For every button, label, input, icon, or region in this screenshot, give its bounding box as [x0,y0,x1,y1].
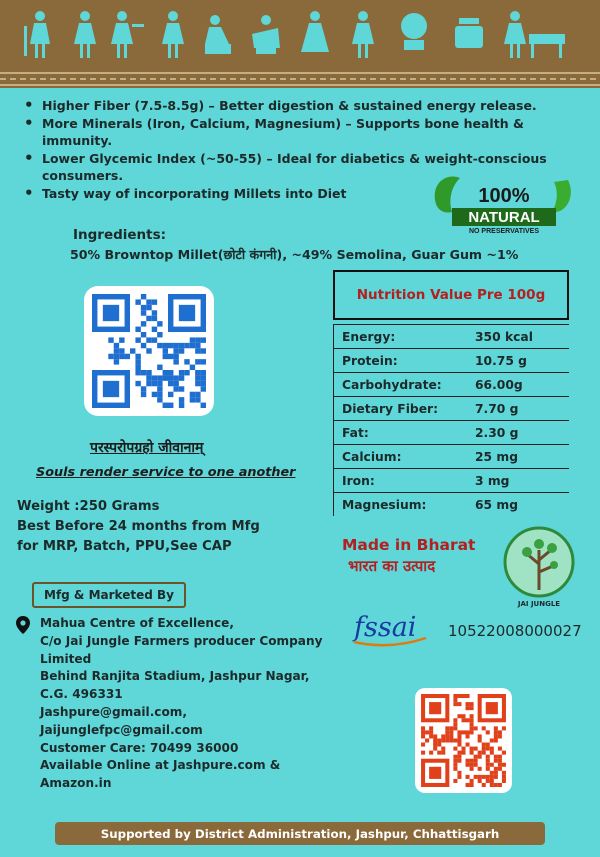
fssai-text: fssai [354,612,417,643]
natural-badge [430,170,575,236]
fssai-license-number: 10522008000027 [448,622,582,640]
address-line: Available Online at Jashpure.com & [40,758,281,773]
benefit-item: • Higher Fiber (7.5-8.5g) – Better digestion & sustained energy release. [22,97,582,114]
badge-word: NATURAL [468,209,540,226]
jai-jungle-logo [497,520,582,608]
nutrition-value: 350 kcal [475,329,533,344]
badge-percent: 100% [478,185,530,207]
address-line: C/o Jai Jungle Farmers producer Company [40,633,323,648]
benefit-item: • More Minerals (Iron, Calcium, Magnesium) – Supports bone health & immunity. [22,115,582,149]
ingredients-text: 50% Browntop Millet(छोटी कंगनी), ~49% Semolina, Guar Gum ~1% [70,247,519,262]
footer-text: Supported by District Administration, Jashpur, Chhattisgarh [55,822,545,845]
ingredients-title: Ingredients: [73,227,167,243]
address-line: Amazon.in [40,776,112,791]
nutrition-label: Iron: [342,473,375,488]
address-line: Jashpure@gmail.com, [40,704,187,719]
nutrition-label: Dietary Fiber: [342,401,439,416]
decorative-border-strip [0,70,600,88]
nutrition-row [333,444,569,468]
nutrition-row [333,348,569,372]
nutrition-value: 65 mg [475,497,519,512]
nutrition-row [333,372,569,396]
address-line: Mahua Centre of Excellence, [40,616,234,630]
nutrition-value: 66.00g [475,377,523,392]
location-pin-icon [16,616,30,634]
nutrition-label: Fat: [342,425,369,440]
product-info [17,497,260,557]
nutrition-value: 7.70 g [475,401,519,416]
motto-translation: Souls render service to one another [36,465,296,480]
nutrition-row [333,492,569,516]
address-line: Limited [40,651,92,666]
nutrition-label: Carbohydrate: [342,377,442,392]
made-in-bharat [342,536,475,576]
nutrition-row [333,468,569,492]
nutrition-value: 25 mg [475,449,519,464]
fssai-logo [350,608,432,650]
badge-sub: NO PRESERVATIVES [468,228,540,235]
address-line: Jaijunglefpc@gmail.com [40,722,203,737]
nutrition-label: Calcium: [342,449,402,464]
sanskrit-motto: परस्परोपग्रहो जीवानाम् [90,440,204,456]
nutrition-value: 2.30 g [475,425,519,440]
made-in-hindi: भारत का उत्पाद [348,557,436,575]
address-line: Customer Care: 70499 36000 [40,740,239,755]
qr-code-small[interactable] [415,688,512,793]
nutrition-table [333,270,569,516]
nutrition-row [333,396,569,420]
nutrition-title: Nutrition Value Pre 100g [333,270,569,320]
mfg-label: Mfg & Marketed By [32,582,186,608]
weight-text: Weight :250 Grams [17,499,160,514]
tribal-art-band [0,0,600,70]
nutrition-row [333,324,569,348]
nutrition-label: Magnesium: [342,497,427,512]
address-line: Behind Ranjita Stadium, Jashpur Nagar, [40,669,310,684]
made-in-english: Made in Bharat [342,536,476,554]
best-before-text: Best Before 24 months from Mfg [17,519,260,534]
benefit-item: • Lower Glycemic Index (~50-55) – Ideal for diabetics & weight-conscious consumers. [22,150,582,184]
mrp-text: for MRP, Batch, PPU,See CAP [17,539,232,554]
jai-jungle-text: JAI JUNGLE [517,600,561,608]
manufacturer-address [40,615,322,793]
qr-code[interactable] [84,286,214,416]
address-line: C.G. 496331 [40,687,123,702]
nutrition-value: 10.75 g [475,353,527,368]
nutrition-value: 3 mg [475,473,510,488]
nutrition-row [333,420,569,444]
nutrition-label: Protein: [342,353,398,368]
nutrition-label: Energy: [342,329,396,344]
benefit-item: • Tasty way of incorporating Millets into Diet [22,185,582,202]
